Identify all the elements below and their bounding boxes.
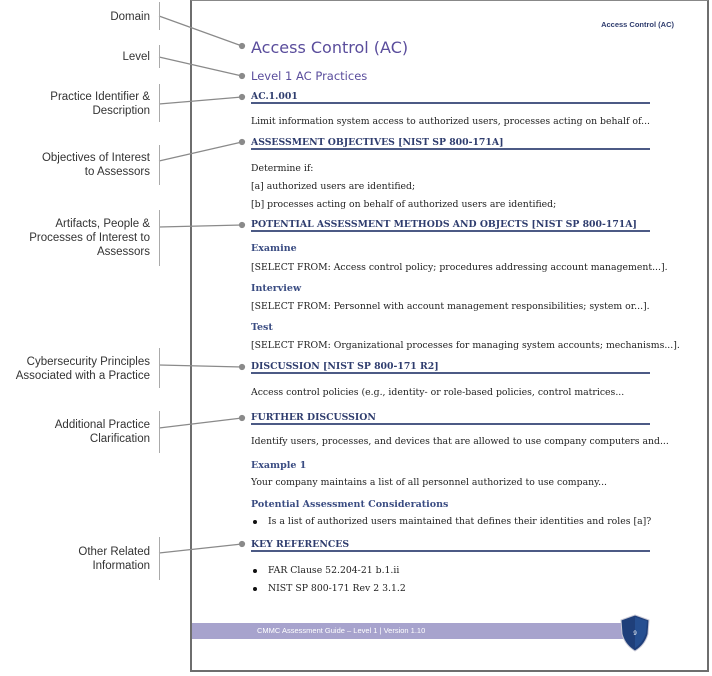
- considerations-label: Potential Assessment Considerations: [251, 499, 449, 510]
- further-discussion-text: Identify users, processes, and devices that are allowed to use company computers and...: [251, 436, 669, 447]
- domain-title: Access Control (AC): [251, 38, 409, 57]
- callout-dot: [240, 140, 245, 145]
- callout-line-objectives: [159, 142, 242, 161]
- objective-a: [a] authorized users are identified;: [251, 181, 416, 192]
- bullet-icon: [253, 587, 257, 591]
- page-number: 9: [633, 631, 637, 637]
- divider: [251, 102, 650, 104]
- discussion-heading: DISCUSSION [NIST SP 800-171 R2]: [251, 361, 439, 372]
- callout-line-other: [159, 544, 242, 553]
- reference-item: NIST SP 800-171 Rev 2 3.1.2: [268, 583, 406, 594]
- annotation-clarification: Additional Practice Clarification: [54, 419, 150, 445]
- shield-page-number-icon: [619, 614, 651, 652]
- discussion-text: Access control policies (e.g., identity- or role-based policies, control matrices...: [251, 387, 625, 398]
- determine-if: Determine if:: [251, 163, 314, 174]
- label-bracket: [159, 411, 160, 453]
- practice-id: AC.1.001: [251, 91, 298, 102]
- label-bracket: [159, 348, 160, 388]
- bullet-icon: [253, 520, 257, 524]
- label-bracket: [159, 145, 160, 185]
- examine-label: Examine: [251, 243, 297, 254]
- running-header: Access Control (AC): [601, 20, 674, 29]
- callout-dot: [240, 223, 245, 228]
- annotation-objectives: Objectives of Interest to Assessors: [41, 152, 150, 178]
- label-bracket: [159, 210, 160, 266]
- reference-item: FAR Clause 52.204-21 b.1.ii: [268, 565, 400, 576]
- label-bracket: [159, 537, 160, 580]
- methods-heading: POTENTIAL ASSESSMENT METHODS AND OBJECTS [NIST SP 800-171A]: [251, 219, 637, 230]
- annotation-domain: Domain: [110, 11, 150, 23]
- footer-text: CMMC Assessment Guide – Level 1 | Version 1.10: [257, 626, 426, 635]
- bullet-icon: [253, 569, 257, 573]
- callout-dot: [240, 416, 245, 421]
- annotation-cybersecurity-principles: Cybersecurity Principles Associated with a Practice: [15, 356, 150, 382]
- divider: [251, 423, 650, 425]
- objective-b: [b] processes acting on behalf of authorized users are identified;: [251, 199, 557, 210]
- divider: [251, 230, 650, 232]
- level-title: Level 1 AC Practices: [251, 69, 368, 83]
- footer-band: [192, 623, 626, 639]
- divider: [251, 148, 650, 150]
- example-text: Your company maintains a list of all personnel authorized to use company...: [251, 477, 607, 488]
- callout-line-clarification: [159, 418, 242, 428]
- test-label: Test: [251, 322, 273, 333]
- annotation-other-information: Other Related Information: [78, 546, 150, 572]
- callout-dot: [240, 74, 245, 79]
- callout-line-domain: [159, 16, 242, 46]
- callout-line-practice: [159, 97, 242, 104]
- label-bracket: [159, 45, 160, 68]
- callout-dot: [240, 365, 245, 370]
- callout-line-cybersecurity: [159, 365, 242, 367]
- objectives-heading: ASSESSMENT OBJECTIVES [NIST SP 800-171A]: [251, 137, 504, 148]
- callout-dot: [240, 95, 245, 100]
- callout-line-artifacts: [159, 225, 242, 227]
- callout-line-level: [159, 57, 242, 76]
- annotation-artifacts: Artifacts, People & Processes of Interest to Assessors: [29, 218, 150, 258]
- references-heading: KEY REFERENCES: [251, 539, 350, 550]
- label-bracket: [159, 2, 160, 30]
- further-discussion-heading: FURTHER DISCUSSION: [251, 412, 376, 423]
- divider: [251, 550, 650, 552]
- annotation-level: Level: [122, 51, 150, 63]
- interview-label: Interview: [251, 283, 302, 294]
- annotation-practice-identifier: Practice Identifier & Description: [50, 91, 150, 117]
- examine-text: [SELECT FROM: Access control policy; procedures addressing account management...].: [251, 262, 668, 273]
- callout-dot: [240, 44, 245, 49]
- practice-description: Limit information system access to authorized users, processes acting on behalf of...: [251, 116, 650, 127]
- divider: [251, 372, 650, 374]
- test-text: [SELECT FROM: Organizational processes for managing system accounts; mechanisms...].: [251, 340, 680, 351]
- label-bracket: [159, 84, 160, 122]
- interview-text: [SELECT FROM: Personnel with account management responsibilities; system or...].: [251, 301, 650, 312]
- example-label: Example 1: [251, 460, 307, 471]
- callout-dot: [240, 542, 245, 547]
- consideration-item: Is a list of authorized users maintained that defines their identities and roles [a]?: [268, 516, 652, 527]
